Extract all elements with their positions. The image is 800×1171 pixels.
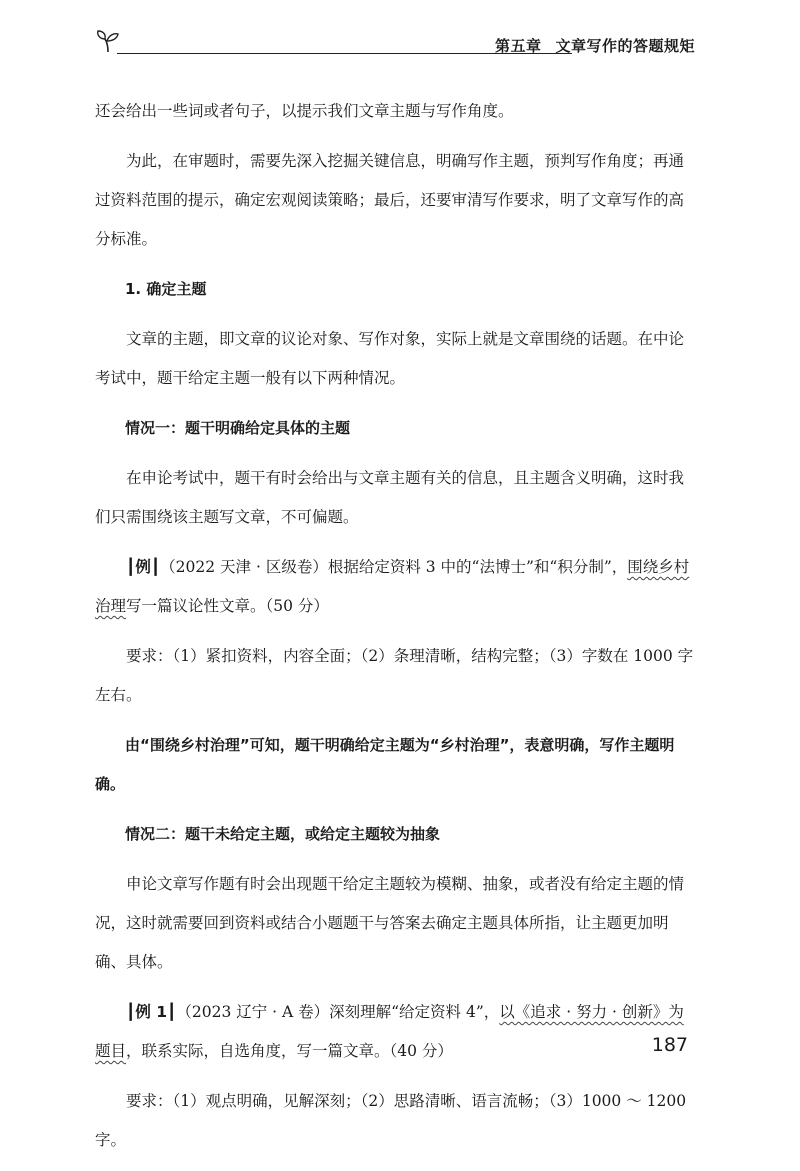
case-heading: 情况一：题干明确给定具体的主题 xyxy=(125,419,351,437)
case-heading: 情况二：题干未给定主题，或给定主题较为抽象 xyxy=(125,825,441,843)
example-text: （2023 辽宁 · A 卷）深刻理解“给定资料 4”， xyxy=(176,1003,500,1021)
paragraph: 还会给出一些词或者句子，以提示我们文章主题与写作角度。 xyxy=(95,102,514,120)
paragraph: 申论文章写作题有时会出现题干给定主题较为模糊、抽象，或者没有给定主题的情况，这时就需要回到资料或结合小题题干与答案去确定主题具体所指，让主题更加明确、具体。 xyxy=(95,875,685,971)
requirements: 要求：（1）紧扣资料，内容全面；（2）条理清晰，结构完整；（3）字数在 1000 字左右。 xyxy=(95,647,694,704)
running-header xyxy=(95,22,695,62)
example-question xyxy=(95,548,695,626)
running-head xyxy=(495,35,695,56)
example-question xyxy=(95,993,695,1071)
example-text: （2022 天津 · 区级卷）根据给定资料 3 中的“法博士”和“积分制”， xyxy=(160,558,628,576)
example-underlined: 围绕乡村治理 xyxy=(95,558,690,615)
chapter-number: 第五章 xyxy=(494,37,542,55)
page-number: 187 xyxy=(651,1034,688,1056)
section-heading: 1. 确定主题 xyxy=(125,280,207,298)
example-text: ，联系实际，自选角度，写一篇文章。（40 分） xyxy=(126,1042,453,1060)
example-underlined: 以《追求 · 努力 · 创新》为题目 xyxy=(95,1003,684,1060)
page-body xyxy=(95,92,695,1171)
chapter-title: 文章写作的答题规矩 xyxy=(555,37,695,55)
paragraph: 文章的主题，即文章的议论对象、写作对象，实际上就是文章围绕的话题。在中论考试中，题干给定主题一般有以下两种情况。 xyxy=(95,330,685,387)
analysis: 由“围绕乡村治理”可知，题干明确给定主题为“乡村治理”，表意明确，写作主题明确。 xyxy=(95,736,675,793)
example-mark: ┃例┃ xyxy=(126,558,161,576)
requirements: 要求：（1）观点明确，见解深刻；（2）思路清晰、语言流畅；（3）1000 ～ 1200 字。 xyxy=(95,1092,687,1149)
paragraph: 为此，在审题时，需要先深入挖掘关键信息，明确写作主题，预判写作角度；再通过资料范围的提示，确定宏观阅读策略；最后，还要审清写作要求，明了文章写作的高分标准。 xyxy=(95,152,685,248)
paragraph: 在申论考试中，题干有时会给出与文章主题有关的信息，且主题含义明确，这时我们只需围绕该主题写文章，不可偏题。 xyxy=(95,469,685,526)
sprout-icon xyxy=(95,28,121,54)
example-text: 写一篇议论性文章。（50 分） xyxy=(126,597,329,615)
example-mark: ┃例 1┃ xyxy=(126,1003,177,1021)
